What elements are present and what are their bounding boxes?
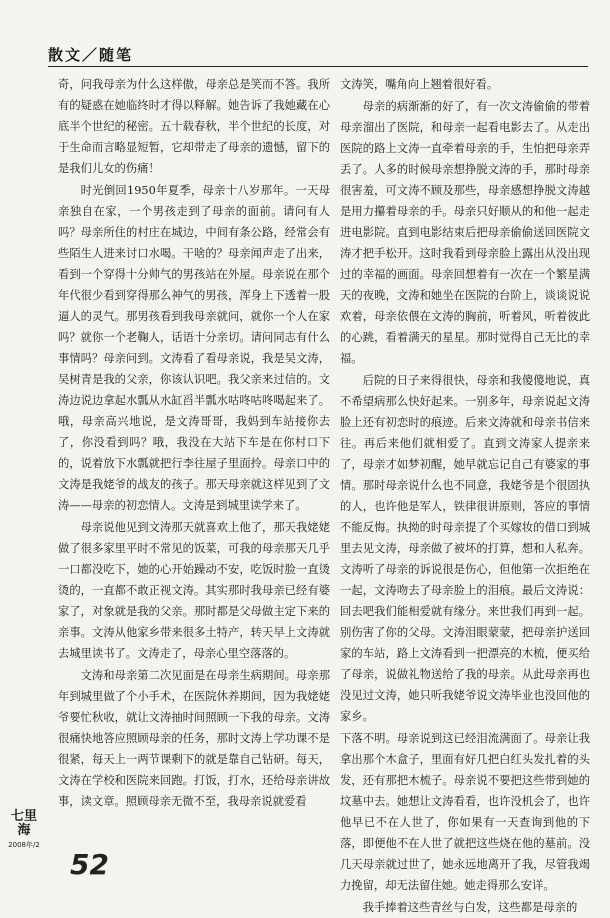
paragraph: 母亲说他见到文涛那天就喜欢上他了，那天我姥姥做了很多家里平时不常见的饭菜，可我的母亲那天几乎一口都没吃下，她的心开始躁动不安，吃饭时脸一直烫烫的，一直都不敢正视文涛。其实那时我母亲已经有婆家了，对象就是我的父亲。那时都是父母做主定下来的亲事。文涛从他家乡带来很多土特产，转天早上文涛就去城里读书了。文涛走了，母亲心里空落落的。 [58, 521, 330, 660]
section-header: 散文／随笔 [48, 46, 134, 64]
magazine-name: 七里海 [10, 809, 37, 838]
page-number: 52 [70, 848, 109, 881]
paragraph: 我手捧着这些青丝与白发，这些都是母亲的 [362, 901, 578, 914]
issue-label: 2008年/2 [8, 841, 40, 849]
paragraph: 母亲的病渐渐的好了，有一次文涛偷偷的带着母亲溜出了医院，和母亲一起看电影去了。从走出医院的路上文涛一直牵着母亲的手，生怕把母亲弄丢了。人多的时候母亲想挣脱文涛的手，那时母亲很害羞，可文涛不顾及那些，母亲感想挣脱文涛越是用力攥着母亲的手。母亲只好顺从的和他一起走进电影院。直到电影结束后把母亲偷偷送回医院文涛才把手松开。这时我看到母亲脸上露出从没出现过的幸福的画面。母亲回想着有一次在一个繁星满天的夜晚，文涛和她坐在医院的台阶上，谈谈说说欢着，母亲依偎在文涛的胸前，听着风，听着彼此的心跳，看着满天的星星。那时觉得自己无比的幸福。 [340, 100, 590, 365]
paragraph: 文涛笑，嘴角向上翘着很好看。 [340, 78, 499, 91]
left-text-column [58, 74, 330, 854]
paragraph: 后院的日子来得很快，母亲和我傻傻地说，真不希望病那么快好起来。一别多年，母亲说起文涛脸上还有初恋时的痕迹。后来文涛就和母亲书信来往。再后来他们就相爱了。直到文涛家人提亲来了，母亲才如梦初醒，她早就忘记自己有婆家的事情。那时母亲说什么也不同意，我姥爷是个很固执的人，也许他是军人，铁律很讲原则，答应的事情不能反悔。执拗的时母亲提了个买嫁妆的借口到城里去见文涛，母亲做了被坏的打算，想和人私奔。文涛听了母亲的诉说很是伤心，但他第一次拒绝在一起，文涛吻去了母亲脸上的泪痕。最后文涛说：回去吧我们能相爱就有缘分。来世我们再到一起。别伤害了你的父母。文涛泪眼蒙蒙，把母亲护送回家的车站，路上文涛看到一把漂亮的木梳，便买给了母亲，说做礼物送给了我的母亲。从此母亲再也没见过文涛，她只听我姥爷说文涛毕业也没回他的家乡。 [340, 374, 590, 723]
paragraph: 奇，问我母亲为什么这样傲，母亲总是笑而不答。我所有的疑惑在她临终时才得以释解。她告诉了我她藏在心底半个世纪的秘密。五十载春秋，半个世纪的长度，对于生命而言略显短暂，它却带走了母亲的遗憾，留下的是我们儿女的伤痛！ [58, 78, 330, 175]
paragraph: 下落不明。母亲说到这已经泪流满面了。母亲让我拿出那个木盒子，里面有好几把白红头发扎着的头发，还有那把木梳子。母亲说不要把这些带到她的坟墓中去。她想让文涛看看，也许没机会了，也许他早已不在人世了，你如果有一天查询到他的下落，即便他不在人世了就把这些烧在他的墓前。没几天母亲就过世了，她永远地离开了我，尽管我竭力挽留，却无法留住她。她走得那么安详。 [340, 732, 590, 892]
magazine-sidebar [6, 810, 42, 850]
paragraph: 时光倒回1950年夏季，母亲十八岁那年。一天母亲独自在家，一个男孩走到了母亲的面前。请问有人吗？母亲所住的村庄在城边，中间有条公路，经常会有些陌生人进来讨口水喝。干啥的？母亲闻声走了出来，看到一个穿得十分帅气的男孩站在外屋。母亲说在那个年代很少看到穿得那么神气的男孩，浑身上下透着一股逼人的灵气。那男孩看到我母亲就问，就你一个人在家吗？就你一个老鞠人，话语十分亲切。请问同志有什么事情吗？母亲问到。文涛看了看母亲说，我是吴文涛，吴树青是我的父亲，你该认识吧。我父亲来过信的。文涛边说边拿起水瓢从水缸舀半瓢水咕咚咕咚喝起来了。哦，母亲高兴地说，是文涛哥哥，我妈到车站接你去了，你没看到吗？哦，我没在大站下车是在你村口下的，说着放下水瓢就把行李往屋子里面拎。母亲口中的文涛是我姥爷的战友的孩子。那天母亲就这样见到了文涛——母亲的初恋情人。文涛是到城里读学来了。 [58, 184, 330, 512]
right-text-column [340, 74, 590, 914]
header-divider [48, 66, 588, 67]
paragraph: 文涛和母亲第二次见面是在母亲生病期间。母亲那年到城里做了个小手术，在医院休养期间，因为我姥姥爷要忙秋收，就让文涛抽时间照顾一下我的母亲。文涛很痛快地答应照顾母亲的任务，那时文涛上学功课不是很紧，每天上一两节课剩下的就是靠自己钻研。每天，文涛在学校和医院来回跑。打饭，打水，还给母亲讲故事，读文章。照顾母亲无微不至，我母亲说就爱看 [58, 669, 330, 808]
